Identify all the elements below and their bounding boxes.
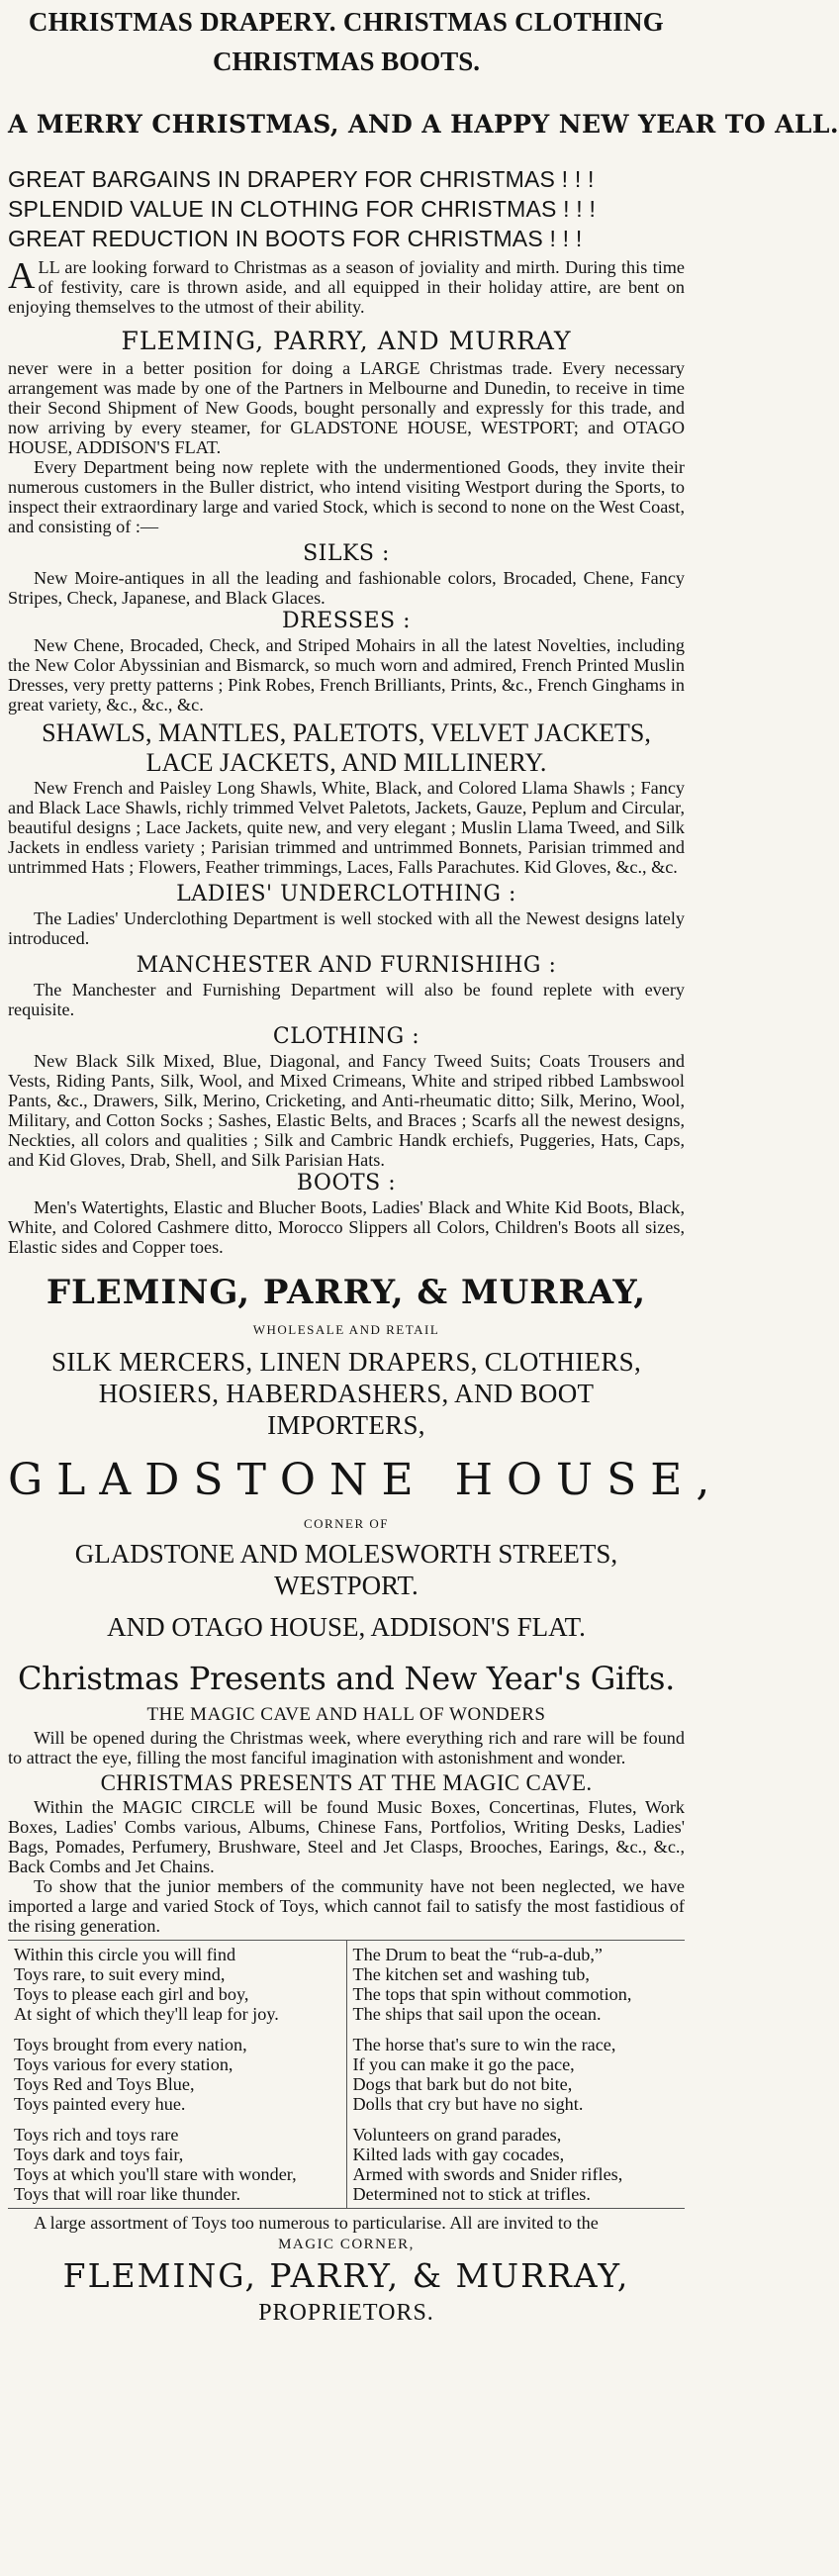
boots-text: Men's Watertights, Elastic and Blucher Boots, Ladies' Black and White Kid Boots, Black, White, and Colored Cashmere ditto, Morocco Slippers all Colors, Children's Boots all sizes, Elastic sides and Copper toes. [8, 1197, 685, 1257]
manchester-heading: MANCHESTER AND FURNISHIHG : [136, 953, 557, 978]
otago-line: AND OTAGO HOUSE, ADDISON'S FLAT. [107, 1612, 586, 1642]
trades-line3: IMPORTERS, [267, 1410, 425, 1440]
toys-text: To show that the junior members of the community have not been neglected, we have imported a large and varied Stock of Toys, which cannot fail to satisfy the most fastidious of the rising generation. [8, 1876, 685, 1936]
proprietors: PROPRIETORS. [258, 2300, 434, 2326]
poem-line: Toys painted every hue. [14, 2094, 186, 2114]
poem-line: If you can make it go the pace, [352, 2054, 575, 2074]
underclothing-text: The Ladies' Underclothing Department is well stocked with all the Newest designs lately introduced. [8, 908, 685, 948]
underclothing-heading: LADIES' UNDERCLOTHING : [176, 882, 516, 906]
silks-text: New Moire-antiques in all the leading and fashionable colors, Brocaded, Chene, Fancy Stripes, Check, Japanese, and Black Glaces. [8, 568, 685, 608]
poem-line: The kitchen set and washing tub, [352, 1964, 590, 1984]
poem-line: Toys Red and Toys Blue, [14, 2074, 195, 2094]
magic-cave-text: Will be opened during the Christmas week, where everything rich and rare will be found to attract the eye, filling the most fanciful imagination with astonishment and wonder. [8, 1728, 685, 1767]
firm-paragraph: never were in a better position for doing a LARGE Christmas trade. Every necessary arrangement was made by one of the Partners in Melbourne and Dunedin, to receive in time their Second Shipment of New Goods, bought personally and expressly for this trade, and now arriving by every steamer, for GLADSTONE HOUSE, WESTPORT; and OTAGO HOUSE, ADDISON'S FLAT. [8, 358, 685, 457]
poem-line: Volunteers on grand parades, [352, 2125, 562, 2145]
gifts-heading: Christmas Presents and New Year's Gifts. [17, 1660, 676, 1697]
poem-stanza [353, 2035, 680, 2114]
firm-footer: FLEMING, PARRY, & MURRAY, [62, 2256, 630, 2295]
poem-line: Toys at which you'll stare with wonder, [14, 2164, 297, 2184]
assortment-text: A large assortment of Toys too numerous to particularise. All are invited to the [34, 2213, 599, 2233]
wholesale-retail: WHOLESALE AND RETAIL [252, 1322, 440, 1337]
shawls-heading-line1: SHAWLS, MANTLES, PALETOTS, VELVET JACKETS, [42, 718, 651, 747]
poem-line: At sight of which they'll leap for joy. [14, 2004, 279, 2024]
clothing-heading: CLOTHING : [272, 1024, 420, 1049]
shawls-text: New French and Paisley Long Shawls, White, Black, and Colored Llama Shawls ; Fancy and Black Lace Shawls, richly trimmed Velvet Paletots, Jackets, Gauze, Peplum and Circular, beautiful designs ; Lace Jackets, quite new, and very elegant ; Muslin Llama Tweed, and Silk Jackets in endless variety ; Parisian trimmed and untrimmed Bonnets, Parisian trimmed and untrimmed Hats ; Flowers, Feather trimmings, Laces, Falls Parachutes. Kid Gloves, &c., &c. [8, 778, 685, 877]
trades-line1: SILK MERCERS, LINEN DRAPERS, CLOTHIERS, [51, 1347, 641, 1377]
firm-banner: FLEMING, PARRY, & MURRAY, [46, 1273, 647, 1312]
poem-line: Toys that will roar like thunder. [14, 2184, 241, 2204]
firm-heading: FLEMING, PARRY, AND MURRAY [121, 327, 572, 355]
shawls-heading-line2: LACE JACKETS, AND MILLINERY. [145, 748, 547, 777]
trades-line2: HOSIERS, HABERDASHERS, AND BOOT [98, 1379, 595, 1408]
poem-line: Dogs that bark but do not bite, [352, 2074, 573, 2094]
poem-right-column [346, 1941, 686, 2208]
presents-heading: CHRISTMAS PRESENTS AT THE MAGIC CAVE. [100, 1770, 593, 1795]
presents-text: Within the MAGIC CIRCLE will be found Music Boxes, Concertinas, Flutes, Work Boxes, Ladies' Combs various, Albums, Chinese Fans, Portfolios, Writing Desks, Ladies' Bags, Pomades, Perfumery, Brushware, Steel and Jet Clasps, Brooches, Earings, &c., &c., Back Combs and Jet Chains. [8, 1797, 685, 1876]
poem-line: Kilted lads with gay cocades, [352, 2145, 565, 2164]
poem-line: The tops that spin without commotion, [352, 1984, 632, 2004]
streets-line1: GLADSTONE AND MOLESWORTH STREETS, [74, 1539, 618, 1569]
poem-stanza [14, 2035, 340, 2114]
poem-line: The ships that sail upon the ocean. [352, 2004, 602, 2024]
christmas-greeting: A MERRY CHRISTMAS, AND A HAPPY NEW YEAR TO ALL. [8, 110, 839, 139]
poem-stanza [14, 1945, 340, 2024]
poem-line: Within this circle you will find [14, 1945, 236, 1964]
poem-line: Toys dark and toys fair, [14, 2145, 184, 2164]
silks-heading: SILKS : [303, 541, 390, 566]
poem-line: Armed with swords and Snider rifles, [352, 2164, 623, 2184]
gladstone-house-heading: GLADSTONE HOUSE, [8, 1455, 724, 1505]
bargains-clothing: SPLENDID VALUE IN CLOTHING FOR CHRISTMAS ! ! ! [8, 196, 597, 222]
dresses-text: New Chene, Brocaded, Check, and Striped Mohairs in all the latest Novelties, including the New Color Abyssinian and Bismarck, so much worn and admired, French Printed Muslin Dresses, very pretty patterns ; Pink Robes, French Brilliants, Prints, &c., French Ginghams in great variety, &c., &c., &c. [8, 635, 685, 715]
poem-line: The horse that's sure to win the race, [352, 2035, 616, 2054]
poem-stanza [353, 2125, 680, 2204]
poem-line: Toys to please each girl and boy, [14, 1984, 249, 2004]
bargains-drapery: GREAT BARGAINS IN DRAPERY FOR CHRISTMAS ! ! ! [8, 166, 595, 192]
intro-text: LL are looking forward to Christmas as a season of joviality and mirth. During this time of festivity, care is thrown aside, and all equipped in their holiday attire, are bent on enjoying themselves to the utmost of their ability. [8, 257, 685, 317]
streets-line2: WESTPORT. [274, 1571, 419, 1600]
poem-line: Dolls that cry but have no sight. [352, 2094, 584, 2114]
clothing-text: New Black Silk Mixed, Blue, Diagonal, and Fancy Tweed Suits; Coats Trousers and Vests, Riding Pants, Silk, Wool, and Mixed Crimeans, White and striped ribbed Lambswool Pants, &c., Drawers, Silk, Merino, Cricketing, and Anti-rheumatic ditto; Silk, Merino, Wool, Military, and Cotton Socks ; Sashes, Elastic Belts, and Braces ; Scarfs all the newest designs, Neckties, all colors and qualities ; Silk and Cambric Handk erchiefs, Puggeries, Hats, Caps, and Kid Gloves, Drab, Shell, and Silk Parisian Hats. [8, 1051, 685, 1170]
poem-line: Toys rich and toys rare [14, 2125, 179, 2145]
intro-paragraph [8, 257, 685, 317]
poem-line: Toys various for every station, [14, 2054, 233, 2074]
poem-stanza [14, 2125, 340, 2204]
poem-line: The Drum to beat the “rub-a-dub,” [352, 1945, 604, 1964]
dresses-heading: DRESSES : [281, 609, 412, 633]
magic-cave-heading: THE MAGIC CAVE AND HALL OF WONDERS [146, 1704, 546, 1725]
boots-heading: BOOTS : [296, 1171, 397, 1195]
departments-paragraph: Every Department being now replete with the undermentioned Goods, they invite their numerous customers in the Buller district, who intend visiting Westport during the Sports, to inspect their extraordinary large and varied Stock, which is second to none on the West Coast, and consisting of :— [8, 457, 685, 536]
title-boots: CHRISTMAS BOOTS. [212, 47, 481, 76]
magic-corner: MAGIC CORNER, [278, 2237, 415, 2252]
corner-of: CORNER OF [303, 1516, 390, 1531]
poem-line: Toys rare, to suit every mind, [14, 1964, 226, 1984]
dropcap: A [8, 255, 36, 297]
title-drapery-clothing: CHRISTMAS DRAPERY. CHRISTMAS CLOTHING [28, 7, 665, 37]
poem-line: Determined not to stick at trifles. [352, 2184, 591, 2204]
poem-line: Toys brought from every nation, [14, 2035, 247, 2054]
manchester-text: The Manchester and Furnishing Department will also be found replete with every requisite. [8, 980, 685, 1019]
poem-left-column [8, 1941, 346, 2208]
poem-stanza [353, 1945, 680, 2024]
bargains-boots: GREAT REDUCTION IN BOOTS FOR CHRISTMAS ! ! ! [8, 226, 583, 251]
toys-poem [8, 1940, 685, 2209]
